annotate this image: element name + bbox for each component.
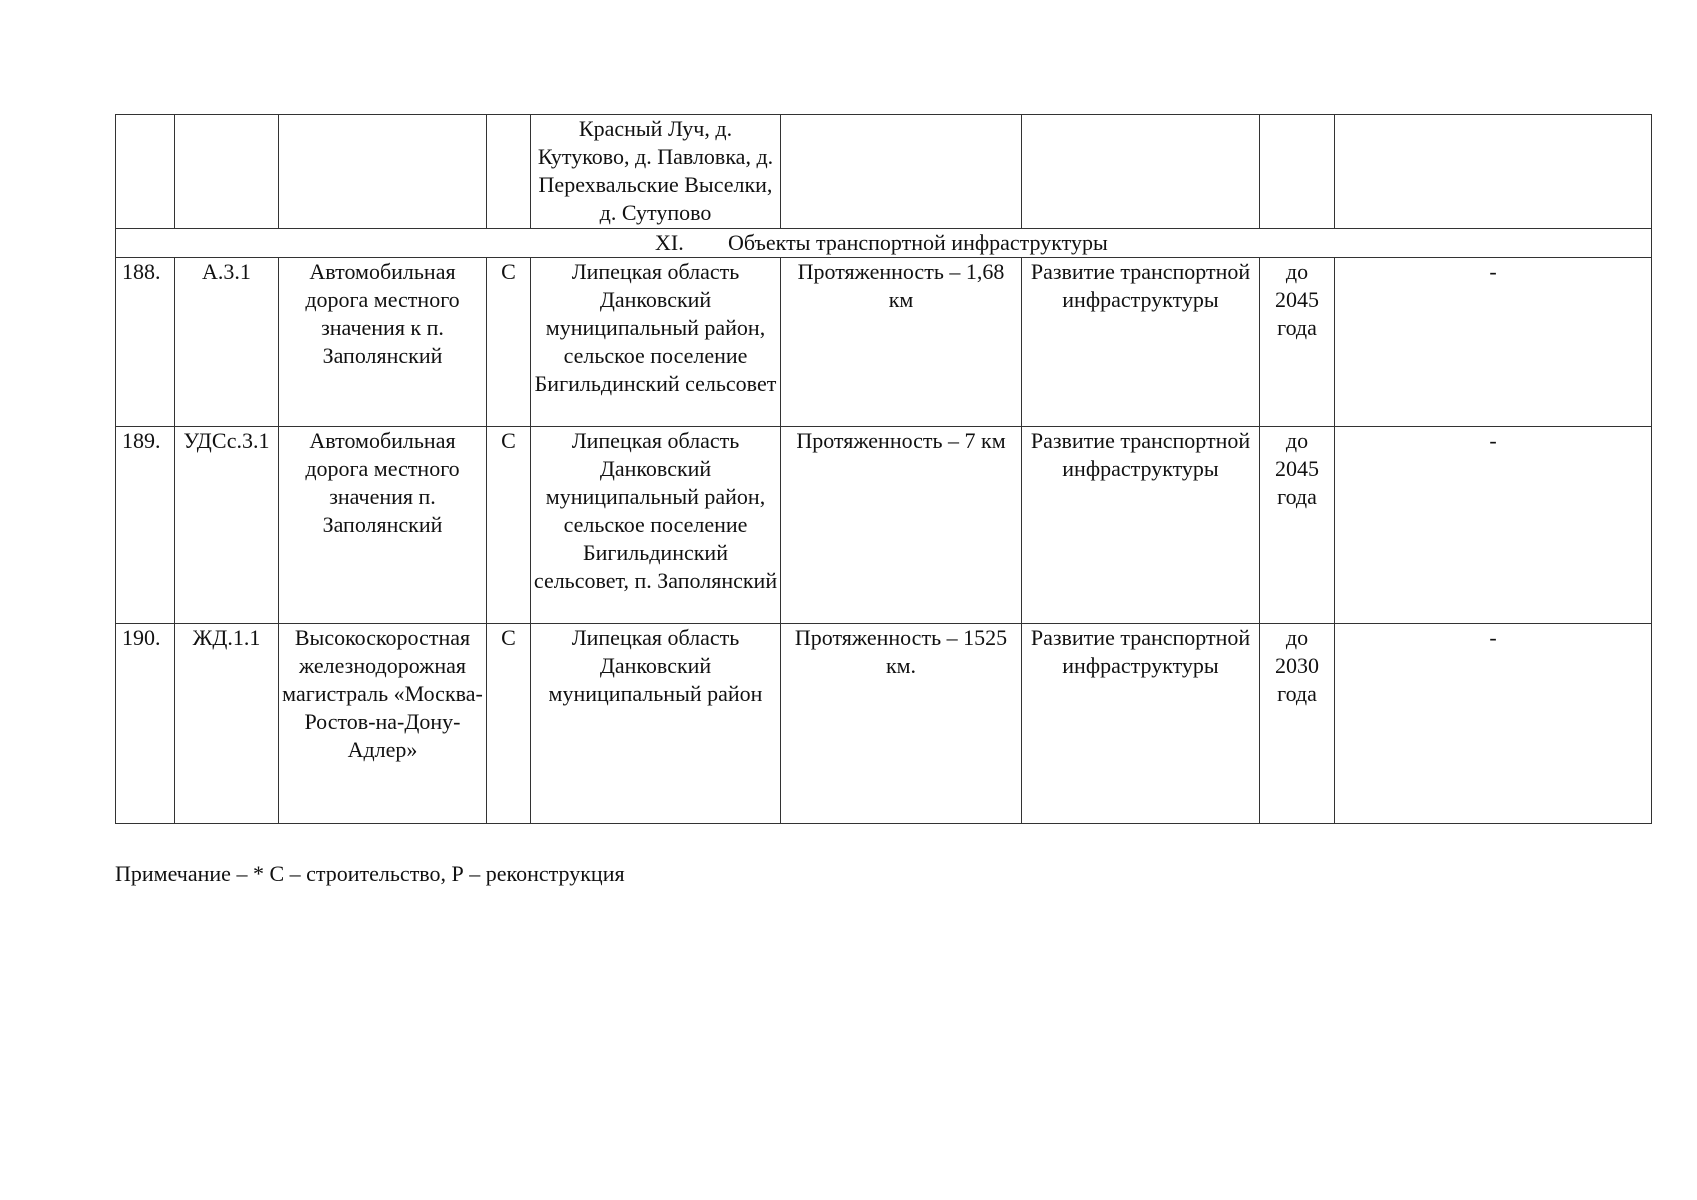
section-title: Объекты транспортной инфраструктуры [728,230,1108,255]
cell-num: 188. [116,258,175,427]
section-header-cell [116,229,1652,258]
section-header-row [116,229,1652,258]
cell-purpose: Развитие транспортной инфраструктуры [1022,258,1260,427]
cell-type: С [487,258,531,427]
cell-purpose: Развитие транспортной инфраструктуры [1022,624,1260,824]
cell-zone: - [1335,258,1652,427]
cell-code: А.3.1 [175,258,279,427]
cell-characteristics: Протяженность – 1,68 км [781,258,1022,427]
cell-term: до 2045 года [1260,427,1335,624]
cell-characteristics [781,115,1022,229]
table-row-continuation [116,115,1652,229]
table-row [116,258,1652,427]
cell-zone: - [1335,624,1652,824]
cell-location: Липецкая область Данковский муниципальный район, сельское поселение Бигильдинский сельсовет, п. Заполянский [531,427,781,624]
cell-characteristics: Протяженность – 1525 км. [781,624,1022,824]
cell-location: Красный Луч, д. Кутуково, д. Павловка, д. Перехвальские Выселки, д. Сутупово [531,115,781,229]
cell-type: С [487,427,531,624]
cell-code: ЖД.1.1 [175,624,279,824]
cell-name: Автомобильная дорога местного значения п. Заполянский [279,427,487,624]
table-row [116,624,1652,824]
cell-purpose [1022,115,1260,229]
cell-type [487,115,531,229]
cell-location: Липецкая область Данковский муниципальный район, сельское поселение Бигильдинский сельсовет [531,258,781,427]
cell-term [1260,115,1335,229]
objects-table [115,114,1652,824]
cell-characteristics: Протяженность – 7 км [781,427,1022,624]
footnote: Примечание – * С – строительство, Р – реконструкция [115,861,625,886]
cell-purpose: Развитие транспортной инфраструктуры [1022,427,1260,624]
cell-num: 189. [116,427,175,624]
section-number: XI. [655,230,684,255]
cell-num: 190. [116,624,175,824]
cell-code: УДСс.3.1 [175,427,279,624]
table-row [116,427,1652,624]
cell-term: до 2030 года [1260,624,1335,824]
cell-type: С [487,624,531,824]
cell-zone [1335,115,1652,229]
cell-location: Липецкая область Данковский муниципальный район [531,624,781,824]
cell-term: до 2045 года [1260,258,1335,427]
cell-name [279,115,487,229]
cell-zone: - [1335,427,1652,624]
cell-code [175,115,279,229]
cell-num [116,115,175,229]
cell-name: Высокоскоростная железнодорожная магистраль «Москва-Ростов-на-Дону-Адлер» [279,624,487,824]
cell-name: Автомобильная дорога местного значения к п. Заполянский [279,258,487,427]
